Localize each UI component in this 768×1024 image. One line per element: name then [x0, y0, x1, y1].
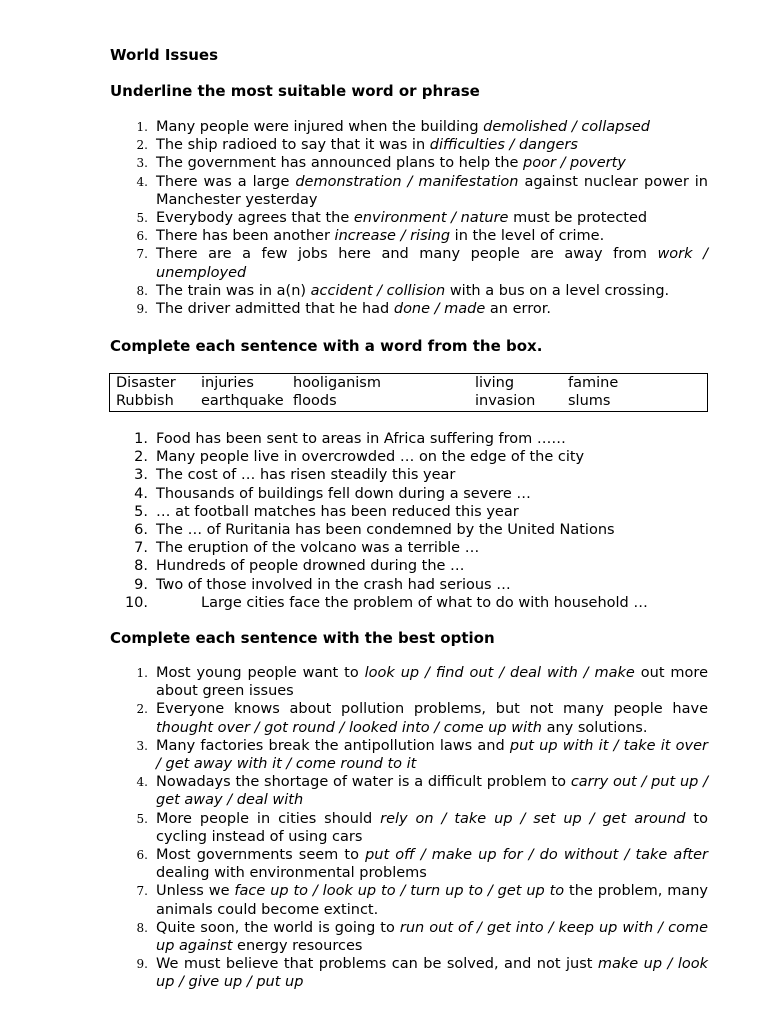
item-text: The ship radioed to say that it was in difficulties / dangers: [156, 137, 578, 154]
item-number: 4.: [136, 174, 148, 189]
item-number: 9.: [136, 957, 148, 972]
word-box-cell: living: [475, 375, 515, 391]
list-item: [0, 846, 768, 882]
item-text: … at football matches has been reduced this year: [156, 503, 519, 520]
option-words: make up / look up / give up / put up: [156, 956, 708, 991]
item-text: Everyone knows about pollution problems, but not many people have thought over / got round / looked into / come up with any solutions.: [156, 701, 708, 736]
item-number: 10.: [124, 594, 148, 611]
option-words: increase / rising: [334, 228, 451, 245]
option-words: work / unemployed: [156, 246, 708, 281]
list-item: [0, 955, 768, 991]
list-item: [0, 594, 768, 612]
item-text: Many people live in overcrowded … on the edge of the city: [156, 449, 585, 466]
option-words: done / made: [393, 301, 486, 318]
list-item: [0, 136, 768, 154]
list-item: [0, 227, 768, 245]
item-text: Most governments seem to put off / make up for / do without / take after dealing with environmental problems: [156, 847, 708, 882]
section-1-list: [0, 118, 768, 318]
item-number: 1.: [136, 666, 148, 680]
item-number: 8.: [136, 920, 148, 935]
option-words: put up with it / take it over / get away with it / come round to it: [156, 737, 708, 773]
item-text: Thousands of buildings fell down during a severe …: [156, 485, 531, 502]
list-item: [0, 919, 768, 955]
word-box: [109, 373, 708, 412]
item-number: 3.: [136, 156, 148, 171]
item-text: Unless we face up to / look up to / turn up to / get up to the problem, many animals could become extinct.: [156, 883, 708, 918]
item-number: 4.: [136, 775, 148, 790]
item-number: 9.: [136, 302, 148, 317]
word-box-cell: injuries: [201, 375, 254, 391]
item-number: 1.: [136, 120, 148, 134]
item-number: 3.: [136, 738, 148, 753]
item-text: Large cities face the problem of what to do with household …: [201, 594, 648, 611]
item-number: 5.: [134, 503, 148, 520]
item-number: 6.: [134, 522, 148, 539]
option-words: face up to / look up to / turn up to / get up to: [234, 883, 565, 900]
list-item: [0, 448, 768, 466]
list-item: [0, 503, 768, 521]
option-words: poor / poverty: [523, 155, 626, 172]
item-text: The driver admitted that he had done / made an error.: [156, 301, 551, 318]
item-text: Food has been sent to areas in Africa suffering from ……: [156, 431, 566, 447]
list-item: [0, 557, 768, 575]
option-words: run out of / get into / keep up with / come up against: [156, 919, 708, 955]
item-number: 7.: [136, 884, 148, 899]
item-number: 8.: [134, 558, 148, 575]
option-words: put off / make up for / do without / take after: [365, 847, 708, 864]
list-item: [0, 485, 768, 503]
item-number: 8.: [136, 283, 148, 298]
item-number: 6.: [136, 229, 148, 244]
list-item: [0, 466, 768, 484]
option-words: demonstration / manifestation: [295, 173, 519, 190]
section-2-list: [0, 430, 768, 612]
item-text: The government has announced plans to help the poor / poverty: [156, 155, 626, 172]
word-box-cell: earthquake: [201, 393, 284, 409]
item-text: Two of those involved in the crash had serious …: [156, 576, 511, 593]
section-3-list: [0, 664, 768, 992]
list-item: [0, 173, 768, 209]
word-box-cell: invasion: [475, 393, 536, 409]
section-2-heading: Complete each sentence with a word from the box.: [110, 337, 543, 355]
item-text: The eruption of the volcano was a terrible …: [156, 540, 480, 557]
section-1-heading: Underline the most suitable word or phrase: [110, 82, 480, 100]
word-box-cell: Disaster: [116, 375, 176, 391]
item-text: Hundreds of people drowned during the …: [156, 558, 465, 575]
option-words: thought over / got round / looked into / come up with: [156, 719, 542, 736]
option-words: carry out / put up / get away / deal with: [156, 774, 708, 809]
item-text: The train was in a(n) accident / collision with a bus on a level crossing.: [156, 282, 670, 299]
item-number: 7.: [134, 540, 148, 557]
list-item: [0, 539, 768, 557]
option-words: demolished / collapsed: [483, 119, 650, 135]
item-text: The cost of … has risen steadily this year: [156, 467, 456, 484]
list-item: [0, 700, 768, 736]
list-item: [0, 521, 768, 539]
item-text: There are a few jobs here and many people are away from work / unemployed: [156, 246, 708, 281]
item-text: More people in cities should rely on / take up / set up / get around to cycling instead of using cars: [156, 810, 708, 845]
word-box-cell: famine: [568, 375, 619, 391]
item-text: There has been another increase / rising in the level of crime.: [156, 228, 605, 245]
list-item: [0, 773, 768, 809]
list-item: [0, 664, 768, 700]
item-number: 5.: [136, 811, 148, 826]
list-item: [0, 882, 768, 918]
item-number: 2.: [136, 702, 148, 717]
list-item: [0, 118, 768, 136]
item-text: Quite soon, the world is going to run out of / get into / keep up with / come up against energy resources: [156, 919, 708, 955]
word-box-cell: slums: [568, 393, 611, 409]
option-words: environment / nature: [353, 210, 509, 227]
word-box-cell: floods: [293, 393, 337, 409]
list-item: [0, 282, 768, 300]
list-item: [0, 576, 768, 594]
list-item: [0, 810, 768, 846]
item-number: 7.: [136, 247, 148, 262]
item-number: 2.: [134, 449, 148, 466]
item-number: 9.: [134, 576, 148, 593]
list-item: [0, 154, 768, 172]
item-text: Everybody agrees that the environment / nature must be protected: [156, 210, 648, 227]
option-words: difficulties / dangers: [429, 137, 578, 154]
item-text: There was a large demonstration / manifestation against nuclear power in Manchester yesterday: [156, 173, 708, 208]
item-text: The … of Ruritania has been condemned by the United Nations: [156, 522, 615, 539]
list-item: [0, 245, 768, 281]
item-text: Nowadays the shortage of water is a difficult problem to carry out / put up / get away / deal with: [156, 774, 708, 809]
list-item: [0, 737, 768, 773]
item-text: We must believe that problems can be solved, and not just make up / look up / give up / put up: [156, 956, 708, 991]
option-words: look up / find out / deal with / make: [364, 665, 635, 681]
item-number: 4.: [134, 485, 148, 502]
item-number: 1.: [134, 431, 148, 447]
item-number: 6.: [136, 848, 148, 863]
word-box-cell: Rubbish: [116, 393, 174, 409]
list-item: [0, 300, 768, 318]
list-item: [0, 430, 768, 448]
item-number: 3.: [134, 467, 148, 484]
option-words: rely on / take up / set up / get around: [380, 810, 686, 827]
item-text: Most young people want to look up / find out / deal with / make out more about green issues: [156, 665, 708, 700]
item-text: Many factories break the antipollution laws and put up with it / take it over / get away with it / come round to it: [156, 737, 708, 773]
item-number: 2.: [136, 138, 148, 153]
document-title: World Issues: [110, 46, 219, 64]
word-box-cell: hooliganism: [293, 375, 381, 391]
list-item: [0, 209, 768, 227]
section-3-heading: Complete each sentence with the best option: [110, 629, 495, 647]
item-text: Many people were injured when the building demolished / collapsed: [156, 119, 650, 135]
item-number: 5.: [136, 211, 148, 226]
option-words: accident / collision: [310, 282, 446, 299]
